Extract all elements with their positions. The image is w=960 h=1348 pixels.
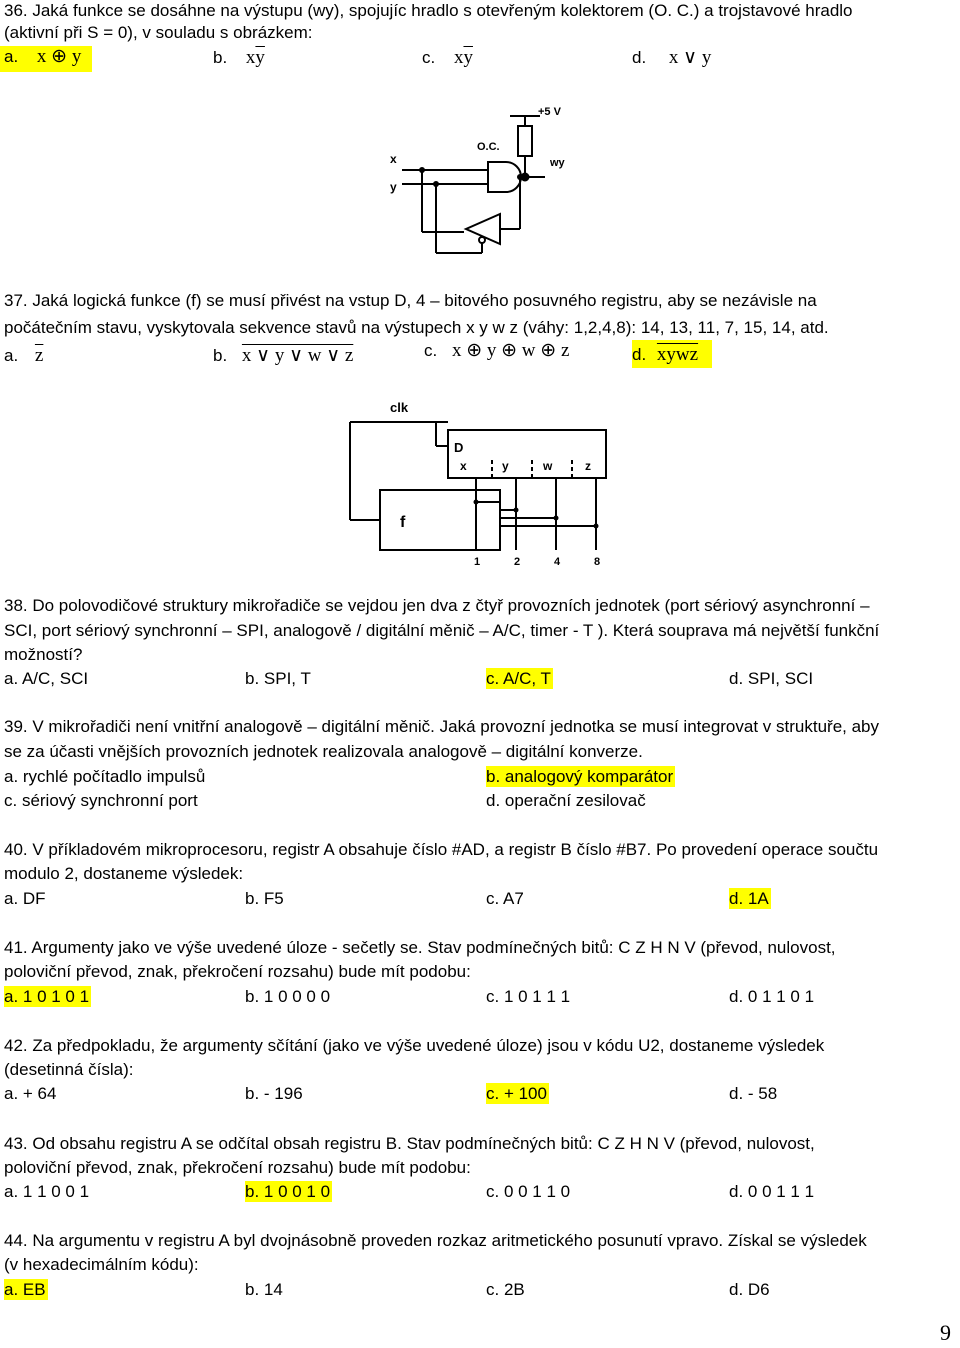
q39-option-a[interactable]: a. rychlé počítadlo impulsů: [4, 767, 206, 786]
q38-option-c[interactable]: c. A/C, T: [486, 669, 551, 688]
q36-oc-label: O.C.: [477, 141, 500, 153]
q37-weight-4: 4: [554, 556, 561, 568]
q40-option-a[interactable]: a. DF: [4, 889, 46, 908]
q37-text-line1: 37. Jaká logická funkce (f) se musí přivést na vstup D, 4 – bitového posuvného registru, aby se nezávisle na: [4, 291, 817, 310]
q38-text-line1: 38. Do polovodičové struktury mikrořadiče se vejdou jen dva z čtyř provozních jednotek (port sériový asynchronní –: [4, 596, 870, 615]
q37-option-c[interactable]: c. x ⊕ y ⊕ w ⊕ z: [424, 340, 570, 361]
q36-text-line2: (aktivní při S = 0), v souladu s obrázkem:: [4, 23, 313, 42]
q43-option-d[interactable]: d. 0 0 1 1 1: [729, 1182, 815, 1201]
q36-input-x-label: x: [390, 152, 397, 166]
q43-text-line2: poloviční převod, znak, překročení rozsahu) bude mít podobu:: [4, 1158, 471, 1177]
q43-text-line1: 43. Od obsahu registru A se odčítal obsah registru B. Stav podmínečných bitů: C Z H N V (převod, nulovost,: [4, 1134, 815, 1153]
q36-option-c[interactable]: c. $x\overline{y}$: [422, 47, 473, 68]
q38-text-line2: SCI, port sériový synchronní – SPI, analogově / digitální měnič – A/C, timer - T ). Která souprava má největší funkční: [4, 621, 880, 640]
q38-option-a[interactable]: a. A/C, SCI: [4, 669, 89, 688]
q39-option-d[interactable]: d. operační zesilovač: [486, 791, 646, 810]
q37-clk-label: clk: [390, 400, 409, 415]
q37-z-label: z: [585, 459, 591, 473]
q39-text-line2: se za účasti vnějších provozních jednotek realizovala analogově – digitální konverze.: [4, 742, 643, 761]
q43-option-b[interactable]: b. 1 0 0 1 0: [245, 1182, 331, 1201]
q40-option-d[interactable]: d. 1A: [729, 889, 769, 908]
q41-option-a[interactable]: a. 1 0 1 0 1: [4, 987, 90, 1006]
q42-option-c[interactable]: c. + 100: [486, 1084, 547, 1103]
q36-option-a[interactable]: a. x ⊕ y: [0, 46, 92, 72]
q44-option-a[interactable]: a. EB: [4, 1280, 46, 1299]
q41-text-line2: poloviční převod, znak, překročení rozsahu) bude mít podobu:: [4, 962, 471, 981]
q43-option-a[interactable]: a. 1 1 0 0 1: [4, 1182, 90, 1201]
q36-output-label: wy: [550, 157, 565, 169]
q40-text-line2: modulo 2, dostaneme výsledek:: [4, 864, 244, 883]
page-number: 9: [940, 1320, 951, 1345]
q37-y-label: y: [502, 459, 509, 473]
q36-option-a-expr: x ⊕ y: [36, 46, 82, 67]
q39-option-b[interactable]: b. analogový komparátor: [486, 767, 674, 786]
q37-shift-register-diagram: [340, 390, 630, 570]
q37-weight-8: 8: [594, 556, 601, 568]
q40-text-line1: 40. V příkladovém mikroprocesoru, registr A obsahuje číslo #AD, a registr B číslo #B7. Po provedení operace součtu: [4, 840, 879, 859]
q39-option-c[interactable]: c. sériový synchronní port: [4, 791, 198, 810]
q43-option-c[interactable]: c. 0 0 1 1 0: [486, 1182, 571, 1201]
q37-x-label: x: [460, 459, 467, 473]
q38-option-b[interactable]: b. SPI, T: [245, 669, 311, 688]
q42-option-b[interactable]: b. - 196: [245, 1084, 303, 1103]
q36-circuit-diagram: [360, 98, 600, 268]
q44-option-b[interactable]: b. 14: [245, 1280, 283, 1299]
q41-option-c[interactable]: c. 1 0 1 1 1: [486, 987, 571, 1006]
q44-option-d[interactable]: d. D6: [729, 1280, 770, 1299]
q36-text-line1: 36. Jaká funkce se dosáhne na výstupu (wy), spojujíc hradlo s otevřeným kolektorem (O. C.) a trojstavové hradlo: [4, 1, 853, 20]
q36-option-d[interactable]: d. x ∨ y: [632, 47, 712, 68]
q39-text-line1: 39. V mikrořadiči není vnitřní analogově – digitální měnič. Jaká provozní jednotka se musí integrovat v struktuře, aby: [4, 717, 880, 736]
q41-option-d[interactable]: d. 0 1 1 0 1: [729, 987, 815, 1006]
q37-d-label: D: [454, 440, 464, 455]
q37-text-line2: počátečním stavu, vyskytovala sekvence stavů na výstupech x y w z (váhy: 1,2,4,8): 14, 13, 11, 7, 15, 14, atd.: [4, 318, 829, 337]
q42-option-d[interactable]: d. - 58: [729, 1084, 778, 1103]
q37-w-label: w: [543, 459, 553, 473]
q41-option-b[interactable]: b. 1 0 0 0 0: [245, 987, 331, 1006]
q44-text-line1: 44. Na argumentu v registru A byl dvojnásobně proveden rozkaz aritmetického posunutí vpravo. Získal se výsledek: [4, 1231, 867, 1250]
q36-input-y-label: y: [390, 180, 397, 194]
q37-f-label: f: [400, 514, 406, 531]
q42-text-line1: 42. Za předpokladu, že argumenty sčítání (jako ve výše uvedené úloze) jsou v kódu U2, dostaneme výsledek: [4, 1036, 825, 1055]
q37-option-a[interactable]: a. $\overline{z}$: [4, 345, 44, 366]
q38-option-d[interactable]: d. SPI, SCI: [729, 669, 814, 688]
q40-option-c[interactable]: c. A7: [486, 889, 524, 908]
q38-text-line3: možností?: [4, 645, 83, 664]
q42-text-line2: (desetinná čísla):: [4, 1060, 134, 1079]
q44-text-line2: (v hexadecimálním kódu):: [4, 1255, 199, 1274]
q42-option-a[interactable]: a. + 64: [4, 1084, 57, 1103]
q37-option-d[interactable]: d. xywz: [632, 340, 712, 368]
q36-vcc-label: +5 V: [538, 106, 561, 118]
q36-option-b[interactable]: b. $x\overline{y}$: [213, 47, 265, 68]
q37-weight-2: 2: [514, 556, 521, 568]
q41-text-line1: 41. Argumenty jako ve výše uvedené úloze - sečetly se. Stav podmínečných bitů: C Z H N V (převod, nulovost,: [4, 938, 836, 957]
q37-weight-1: 1: [474, 556, 481, 568]
q40-option-b[interactable]: b. F5: [245, 889, 284, 908]
q44-option-c[interactable]: c. 2B: [486, 1280, 525, 1299]
q37-option-b[interactable]: b. x ∨ y ∨ w ∨ z: [213, 345, 354, 366]
